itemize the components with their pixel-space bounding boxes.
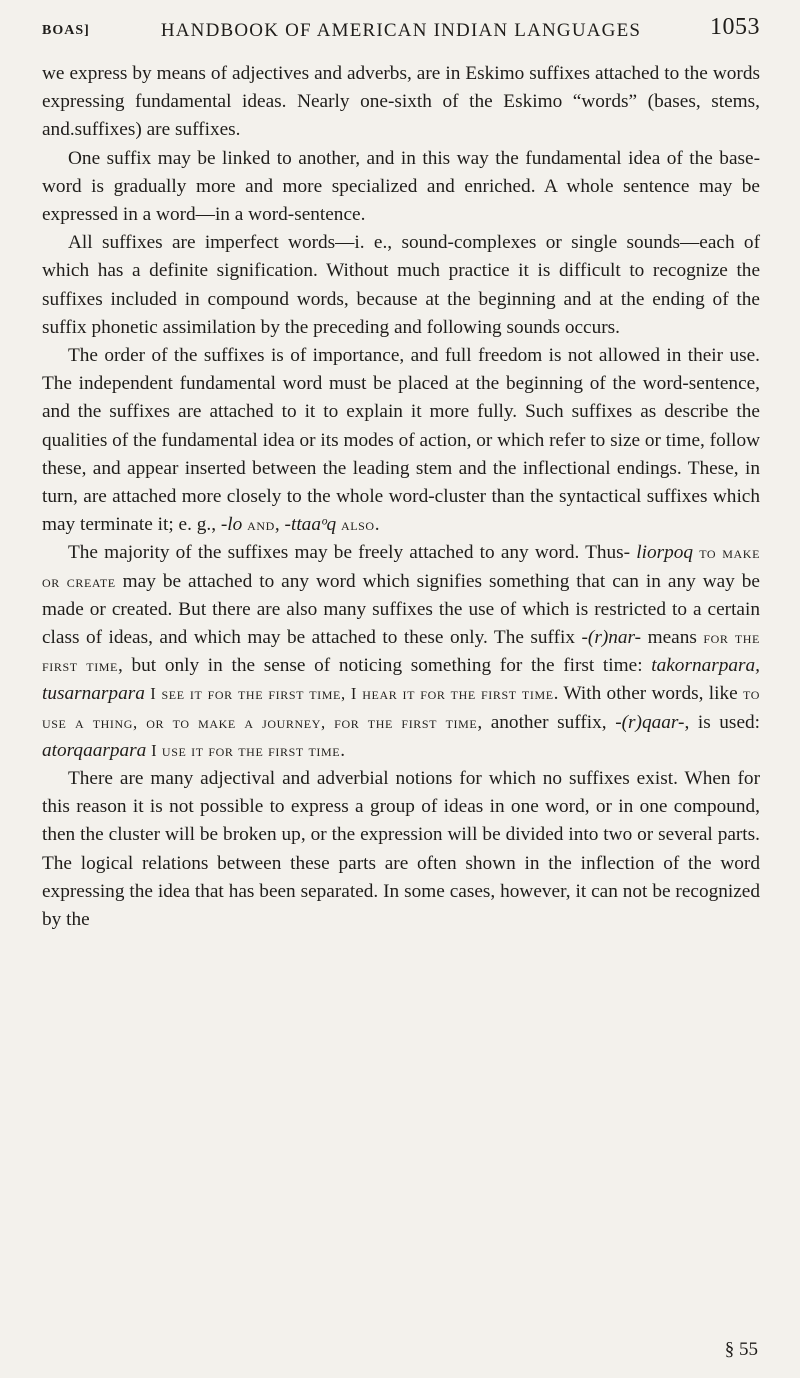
author-tag: BOAS] bbox=[42, 23, 90, 38]
example-rqaar: -(r)qaar- bbox=[615, 711, 685, 733]
section-reference: § 55 bbox=[724, 1339, 758, 1360]
example-takornarpara: takornarpara, tusarnarpara bbox=[42, 655, 760, 705]
example-atorqaarpara: atorqaarpara bbox=[42, 739, 147, 761]
gloss-use-first: I use it for the first time bbox=[151, 740, 341, 760]
paragraph-3: All suffixes are imperfect words—i. e., sound-complexes or single sounds—each of which has a definite signification. Without much practice it is difficult to recognize the suffixes included in compound words, because at the beginning and at the ending of the suffix phonetic assimilation by the preceding and following sounds occurs. bbox=[42, 232, 760, 338]
example-ttaaq: -ttaaᵒq bbox=[284, 514, 337, 536]
gloss-use-journey: to use a thing, or to make a journey, for the first time bbox=[42, 684, 760, 732]
paragraph-4: The order of the suffixes is of importance, and full freedom is not allowed in their use. The independent fundamental word must be placed at the beginning of the word-sentence, and the suffixes are attached to it to explain it more fully. Such suffixes as describe the qualities of the fundamental idea or its modes of action, or which refer to size or time, follow these, and appear inserted between the leading stem and the inflectional endings. These, in turn, are attached more closely to the whole word-cluster than the syntactical suffixes which may terminate it; e. g., -lo and, -ttaaᵒq also. bbox=[42, 345, 761, 536]
running-head bbox=[42, 14, 760, 50]
gloss-see-hear: I see it for the first time, I hear it for the first time bbox=[150, 684, 554, 704]
paragraph-6: There are many adjectival and adverbial notions for which no suffixes exist. When for this reason it is not possible to express a group of ideas in one word, or in one compound, then the cluster will be broken up, or the expression will be divided into two or several parts. The logical relations between these parts are often shown in the inflection of the word expressing the idea that has been separated. In some cases, however, it can not be recognized by the bbox=[42, 768, 760, 931]
paragraph-5-text-b: may be attached to any word which signifies something that can in any way be made or created. But there are also many suffixes the use of which is restricted to a certain class of ideas, and which may be attached to these only. The suffix bbox=[42, 570, 760, 649]
book-title: HANDBOOK OF AMERICAN INDIAN LANGUAGES bbox=[160, 20, 642, 41]
paragraph-5-text-e: . With other words, like bbox=[553, 683, 738, 705]
paragraph-4-text: The order of the suffixes is of importance, and full freedom is not allowed in their use. The independent fundamental word must be placed at the beginning of the word-sentence, and the suffixes are attached to it to explain it more fully. Such suffixes as describe the qualities of the fundamental idea or its modes of action, or which refer to size or time, follow these, and appear inserted between the leading stem and the inflectional endings. These, in turn, are attached more closely to the whole word-cluster than the syntactical suffixes which may terminate it; e. g., bbox=[42, 345, 761, 536]
paragraph-5-text-c: means bbox=[647, 627, 697, 649]
paragraph-5-text-f: , another suffix, bbox=[477, 711, 607, 733]
body-text bbox=[42, 60, 760, 934]
example-lo: -lo bbox=[220, 514, 243, 536]
paragraph-2: One suffix may be linked to another, and in this way the fundamental idea of the base-word is gradually more and more specialized and enriched. A whole sentence may be expressed in a word—in a word-sentence. bbox=[42, 147, 760, 226]
example-rnar: -(r)nar- bbox=[581, 627, 642, 649]
gloss-make-create: to make or create bbox=[42, 543, 760, 591]
gloss-first-time: for the first time bbox=[42, 628, 760, 676]
paragraph-4-end: . bbox=[374, 514, 380, 536]
paragraph-5-end: . bbox=[340, 739, 346, 761]
gloss-also: also bbox=[340, 515, 375, 535]
paragraph-5-text-a: The majority of the suffixes may be freely attached to any word. Thus- bbox=[68, 542, 631, 564]
example-liorpoq: liorpoq bbox=[636, 542, 694, 564]
page-number: 1053 bbox=[710, 14, 760, 40]
paragraph-1: we express by means of adjectives and adverbs, are in Eskimo suffixes attached to the words expressing fundamental ideas. Nearly one-sixth of the Eskimo “words” (bases, stems, and.suffixes) are suffixes. bbox=[42, 63, 760, 141]
paragraph-5 bbox=[42, 539, 760, 765]
paragraph-5-text-d: , but only in the sense of noticing something for the first time: bbox=[118, 655, 643, 677]
paragraph-5-text-g: , is used: bbox=[684, 711, 760, 733]
gloss-and: and bbox=[247, 515, 275, 535]
